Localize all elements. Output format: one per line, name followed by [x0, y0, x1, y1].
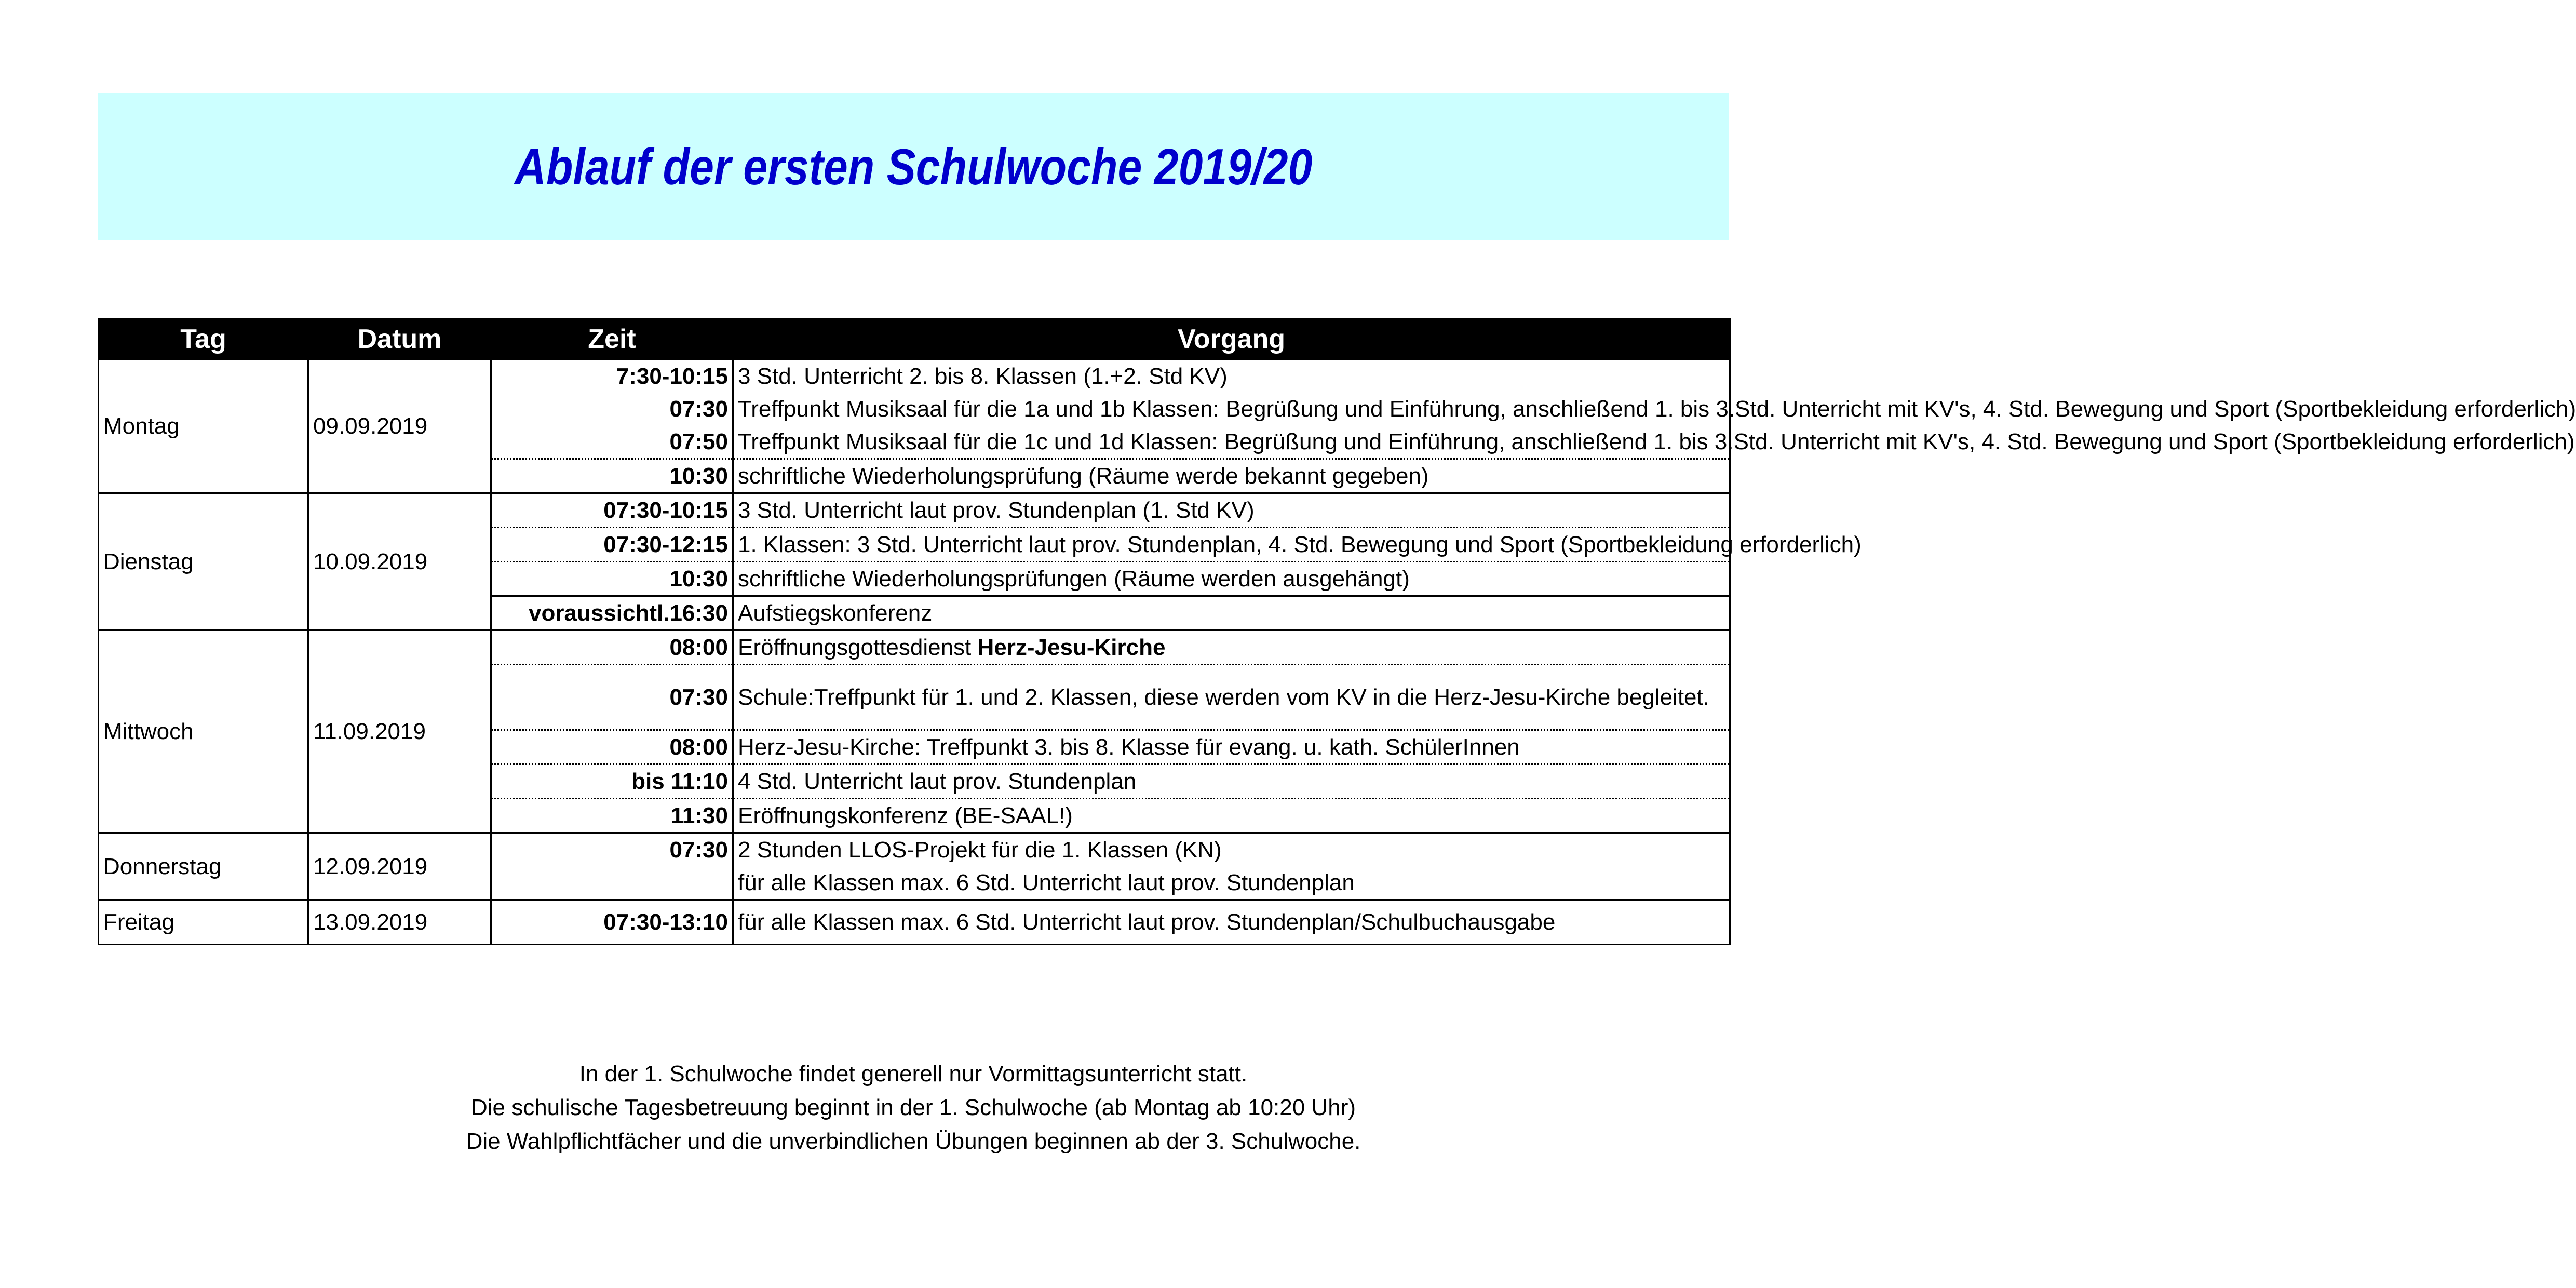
description-cell: Aufstiegskonferenz	[733, 596, 1730, 630]
table-row	[99, 493, 1730, 528]
description-cell: Treffpunkt Musiksaal für die 1c und 1d Klassen: Begrüßung und Einführung, anschließend 1. bis 3.Std. Unterricht mit KV's, 4. Std. Bewegung und Sport (Sportbekleidung erforderlich)	[733, 425, 1730, 459]
description-cell: Herz-Jesu-Kirche: Treffpunkt 3. bis 8. Klasse für evang. u. kath. SchülerInnen	[733, 730, 1730, 764]
description-cell: für alle Klassen max. 6 Std. Unterricht laut prov. Stundenplan/Schulbuchausgabe	[733, 900, 1730, 945]
time-cell: 08:00	[491, 630, 733, 665]
time-cell: 11:30	[491, 799, 733, 833]
day-cell: Dienstag	[99, 493, 308, 630]
schedule-table	[98, 318, 2576, 945]
table-row	[99, 630, 1730, 665]
table-row	[99, 833, 1730, 900]
description-line: für alle Klassen max. 6 Std. Unterricht laut prov. Stundenplan	[738, 870, 1355, 895]
description-cell	[733, 833, 1730, 900]
time-cell: voraussichtl.16:30	[491, 596, 733, 630]
date-cell: 11.09.2019	[308, 630, 491, 833]
time-cell: bis 11:10	[491, 764, 733, 799]
title-band	[98, 93, 1729, 240]
date-cell: 09.09.2019	[308, 359, 491, 493]
description-cell: Eröffnungskonferenz (BE-SAAL!)	[733, 799, 1730, 833]
description-cell	[733, 630, 1730, 665]
time-cell: 07:30	[491, 393, 733, 425]
table-row	[99, 900, 1730, 945]
time-cell: 07:30	[491, 665, 733, 730]
description-cell: Treffpunkt Musiksaal für die 1a und 1b Klassen: Begrüßung und Einführung, anschließend 1. bis 3.Std. Unterricht mit KV's, 4. Std. Bewegung und Sport (Sportbekleidung erforderlich)	[733, 393, 1730, 425]
table-row	[99, 359, 1730, 393]
footer-line: In der 1. Schulwoche findet generell nur Vormittagsunterricht statt.	[579, 1061, 1248, 1086]
time-cell: 07:30-13:10	[491, 900, 733, 945]
time-cell: 07:30-10:15	[491, 493, 733, 528]
page-title: Ablauf der ersten Schulwoche 2019/20	[514, 138, 1313, 195]
day-cell: Montag	[99, 359, 308, 493]
description-cell: Schule:Treffpunkt für 1. und 2. Klassen, diese werden vom KV in die Herz-Jesu-Kirche begleitet.	[733, 665, 1730, 730]
header-tag: Tag	[99, 319, 308, 359]
date-cell: 12.09.2019	[308, 833, 491, 900]
time-cell: 08:00	[491, 730, 733, 764]
day-cell: Freitag	[99, 900, 308, 945]
day-cell: Mittwoch	[99, 630, 308, 833]
time-cell: 10:30	[491, 459, 733, 493]
header-datum: Datum	[308, 319, 491, 359]
footer-line: Die Wahlpflichtfächer und die unverbindlichen Übungen beginnen ab der 3. Schulwoche.	[466, 1129, 1361, 1154]
footer-notes	[98, 1057, 1729, 1158]
description-line: 2 Stunden LLOS-Projekt für die 1. Klassen (KN)	[738, 837, 1222, 863]
time-cell: 7:30-10:15	[491, 359, 733, 393]
day-cell: Donnerstag	[99, 833, 308, 900]
description-text: Eröffnungsgottesdienst	[738, 635, 978, 660]
description-cell: schriftliche Wiederholungsprüfung (Räume werde bekannt gegeben)	[733, 459, 1730, 493]
description-bold-text: Herz-Jesu-Kirche	[977, 635, 1166, 660]
header-vorgang: Vorgang	[733, 319, 1730, 359]
footer-line: Die schulische Tagesbetreuung beginnt in der 1. Schulwoche (ab Montag ab 10:20 Uhr)	[470, 1095, 1356, 1120]
description-cell: 1. Klassen: 3 Std. Unterricht laut prov. Stundenplan, 4. Std. Bewegung und Sport (Sportbekleidung erforderlich)	[733, 528, 1730, 562]
description-cell: 4 Std. Unterricht laut prov. Stundenplan	[733, 764, 1730, 799]
description-cell: 3 Std. Unterricht laut prov. Stundenplan (1. Std KV)	[733, 493, 1730, 528]
time-cell: 07:30	[491, 833, 733, 900]
date-cell: 13.09.2019	[308, 900, 491, 945]
date-cell: 10.09.2019	[308, 493, 491, 630]
description-cell: 3 Std. Unterricht 2. bis 8. Klassen (1.+2. Std KV)	[733, 359, 1730, 393]
time-cell: 10:30	[491, 562, 733, 596]
time-cell: 07:30-12:15	[491, 528, 733, 562]
description-cell: schriftliche Wiederholungsprüfungen (Räume werden ausgehängt)	[733, 562, 1730, 596]
table-header-row	[99, 319, 1730, 359]
header-zeit: Zeit	[491, 319, 733, 359]
time-cell: 07:50	[491, 425, 733, 459]
